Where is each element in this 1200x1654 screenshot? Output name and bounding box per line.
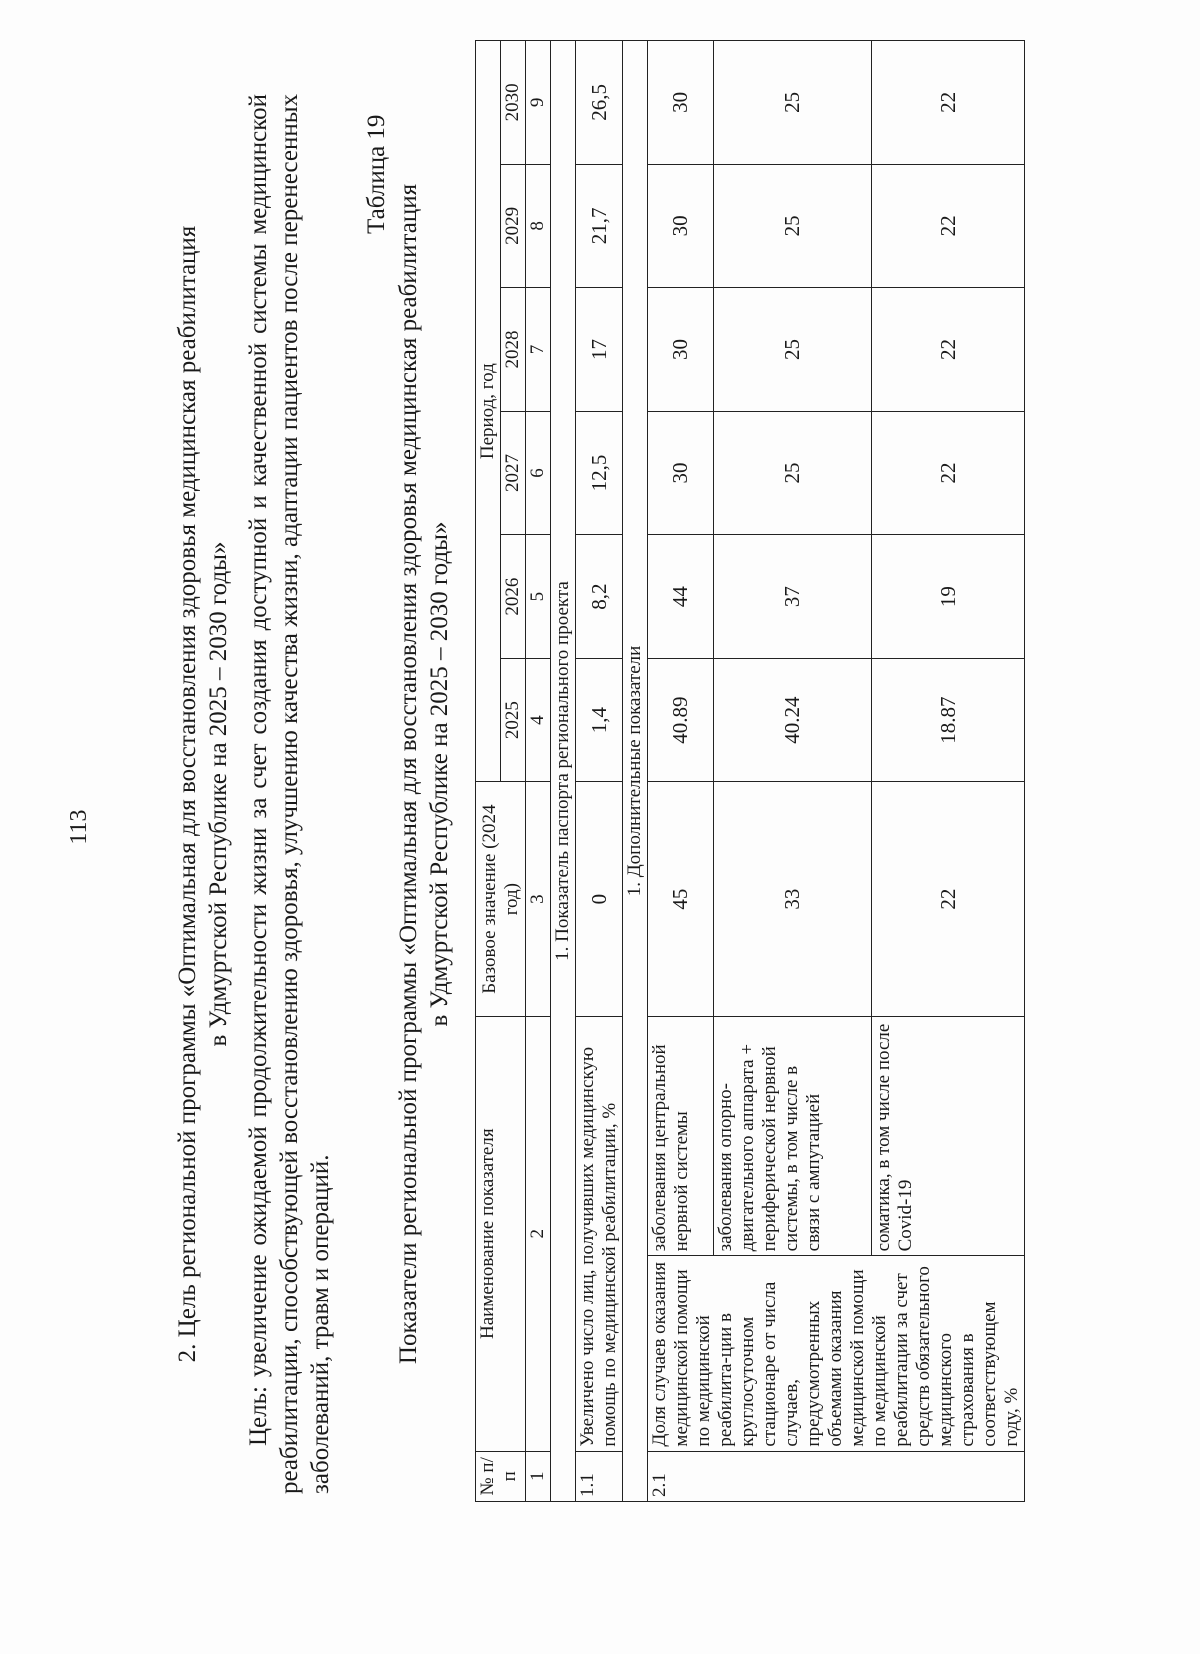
section-row-1 [551, 41, 576, 1502]
index-cell: 9 [526, 41, 551, 165]
subrow-base: 22 [872, 782, 1025, 1017]
subrow-value: 22 [872, 288, 1025, 412]
subrow-name: соматика, в том числе после Covid-19 [872, 1016, 1025, 1256]
subrow-base: 33 [713, 782, 871, 1017]
header-period: Период, год [476, 41, 501, 782]
subrow-value: 30 [648, 411, 714, 535]
section-heading-line1: 2. Цель региональной программы «Оптимальная для восстановления здоровья медицинская реабилитация [174, 225, 201, 1363]
row-value: 1,4 [576, 658, 623, 782]
header-year: 2028 [501, 288, 526, 412]
header-year: 2026 [501, 535, 526, 659]
row-value: 26,5 [576, 41, 623, 165]
table-title-line1: Показатели региональной программы «Оптимальная для восстановления здоровья медицинская реабилитация [395, 183, 422, 1365]
index-cell: 5 [526, 535, 551, 659]
subrow-value: 19 [872, 535, 1025, 659]
section-heading [172, 154, 234, 1434]
subrow-value: 25 [713, 411, 871, 535]
row-num: 1.1 [576, 1451, 623, 1501]
table-number: Таблица 19 [363, 114, 390, 234]
header-year: 2025 [501, 658, 526, 782]
subrow-value: 44 [648, 535, 714, 659]
subrow-value: 25 [713, 164, 871, 288]
header-year: 2029 [501, 164, 526, 288]
index-cell: 4 [526, 658, 551, 782]
subrow-value: 40.24 [713, 658, 871, 782]
row-name: Увеличено число лиц, получивших медицинскую помощь по медицинской реабилитации, % [576, 1016, 623, 1451]
table-row [648, 41, 714, 1502]
header-name: Наименование показателя [476, 1016, 526, 1451]
index-row [526, 41, 551, 1502]
header-base: Базовое значение (2024 год) [476, 782, 526, 1017]
subrow-value: 25 [713, 288, 871, 412]
subrow-value: 22 [872, 411, 1025, 535]
section-row-2 [623, 41, 648, 1502]
section-title: 1. Показатель паспорта регионального проекта [551, 41, 576, 1502]
subrow-value: 30 [648, 164, 714, 288]
section-title: 1. Дополнительные показатели [623, 41, 648, 1502]
subrow-base: 45 [648, 782, 714, 1017]
index-cell: 6 [526, 411, 551, 535]
row-num: 2.1 [648, 1451, 1025, 1501]
row-value: 17 [576, 288, 623, 412]
subrow-value: 30 [648, 288, 714, 412]
header-row-1 [476, 41, 501, 1502]
row-name: Доля случаев оказания медицинской помощи по медицинской реабилита-ции в круглосуточном стационаре от числа случаев, предусмотренных объемами оказания медицинской помощи по медицинской реабилитации за счет средств обязательного медицинского страхования в соответствующем году, % [648, 1256, 1025, 1451]
table-row [576, 41, 623, 1502]
row-value: 21,7 [576, 164, 623, 288]
row-value: 12,5 [576, 411, 623, 535]
header-num: № п/п [476, 1451, 526, 1501]
subrow-value: 25 [713, 41, 871, 165]
subrow-value: 18.87 [872, 658, 1025, 782]
header-year: 2030 [501, 41, 526, 165]
subrow-value: 37 [713, 535, 871, 659]
index-cell: 1 [526, 1451, 551, 1501]
subrow-name: заболевания опорно-двигательного аппарата + периферической нервной системы, в том числе в связи с ампутацией [713, 1016, 871, 1256]
header-year: 2027 [501, 411, 526, 535]
row-value: 8,2 [576, 535, 623, 659]
section-heading-line2: в Удмуртской Республике на 2025 – 2030 годы» [205, 541, 232, 1047]
subrow-value: 40.89 [648, 658, 714, 782]
subrow-value: 22 [872, 164, 1025, 288]
index-cell: 3 [526, 782, 551, 1017]
row-base: 0 [576, 782, 623, 1017]
goal-paragraph: Цель: увеличение ожидаемой продолжительности жизни за счет создания доступной и качественной системы медицинской реабилитации, способствующей восстановлению здоровья, улучшению качества жизни, адаптации пациентов после перенесенных заболеваний, травм и операций. [245, 94, 334, 1494]
indicators-table [475, 40, 1025, 1502]
subrow-name: заболевания центральной нервной системы [648, 1016, 714, 1256]
page-number: 113 [66, 809, 92, 845]
table-title [393, 114, 455, 1434]
subrow-value: 30 [648, 41, 714, 165]
subrow-value: 22 [872, 41, 1025, 165]
table-title-line2: в Удмуртской Республике на 2025 – 2030 годы» [426, 521, 453, 1027]
index-cell: 7 [526, 288, 551, 412]
index-cell: 2 [526, 1016, 551, 1451]
index-cell: 8 [526, 164, 551, 288]
